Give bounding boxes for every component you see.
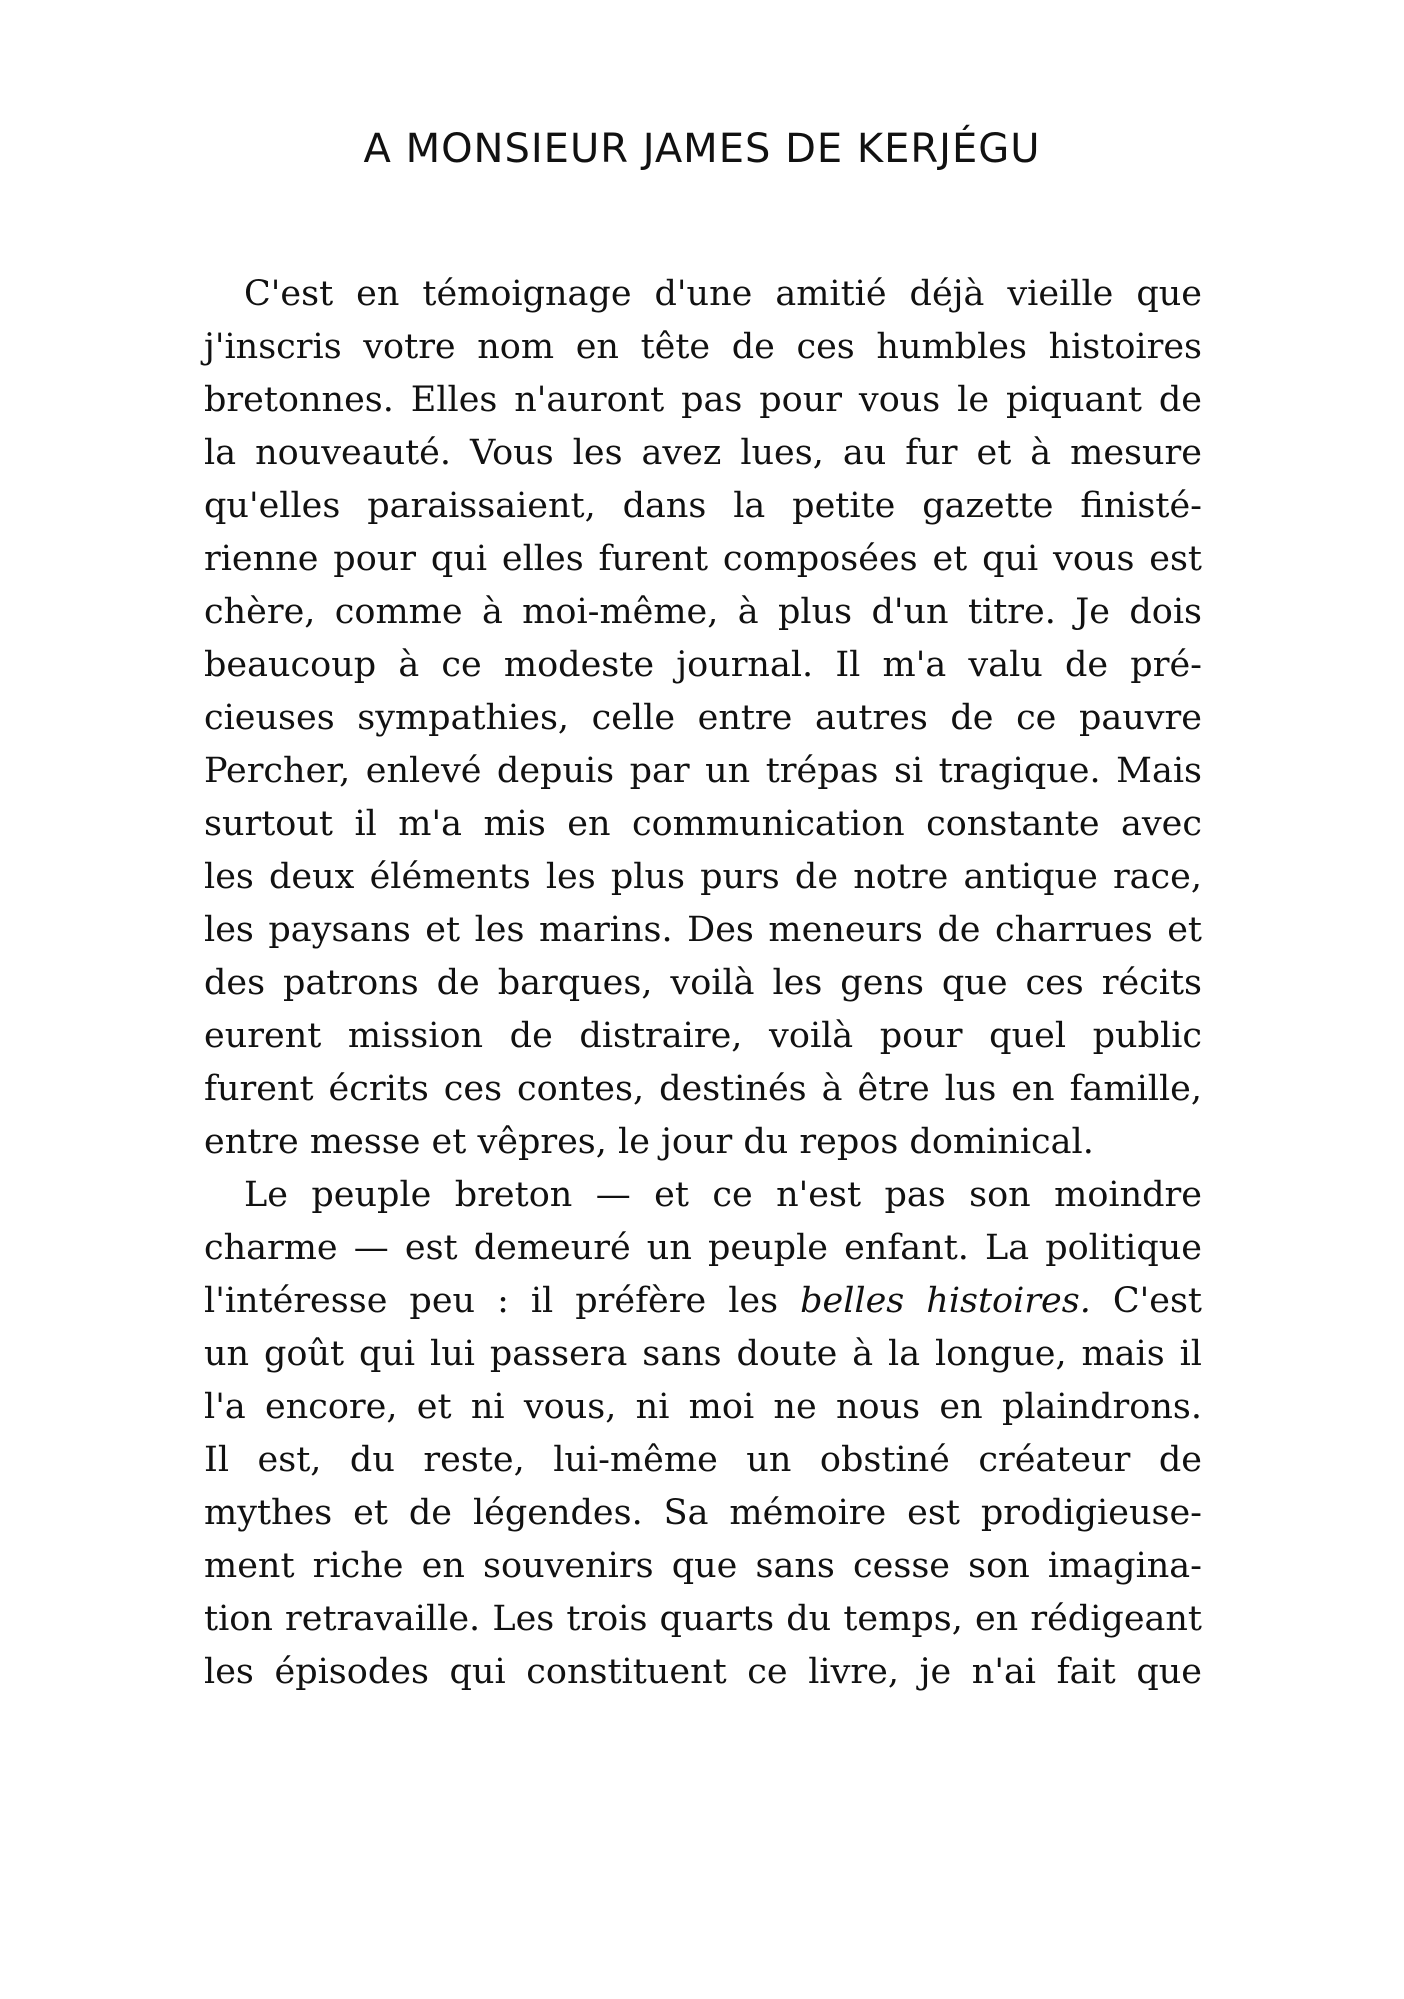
text-line: entre messe et vêpres, le jour du repos dominical. (204, 1122, 1094, 1162)
text-line: Percher, enlevé depuis par un trépas si tragique. Mais (204, 751, 1202, 791)
dedication-title: A MONSIEUR JAMES DE KERJÉGU (363, 126, 1041, 172)
text-line: j'inscris votre nom en tête de ces humbles histoires (204, 327, 1202, 367)
paragraph-2 (204, 1169, 1202, 1699)
text-line: eurent mission de distraire, voilà pour quel public (204, 1016, 1202, 1056)
paragraph-1 (204, 268, 1202, 1169)
text-line: ment riche en souvenirs que sans cesse son imagina- (204, 1546, 1202, 1586)
text-line: tion retravaille. Les trois quarts du temps, en rédigeant (204, 1599, 1202, 1639)
text-line: l'a encore, et ni vous, ni moi ne nous en plaindrons. (204, 1387, 1202, 1427)
text-line: bretonnes. Elles n'auront pas pour vous le piquant de (204, 380, 1202, 420)
text-line: furent écrits ces contes, destinés à être lus en famille, (204, 1069, 1202, 1109)
text-line: chère, comme à moi-même, à plus d'un titre. Je dois (204, 592, 1202, 632)
text-line: rienne pour qui elles furent composées et qui vous est (204, 539, 1202, 579)
text-line: des patrons de barques, voilà les gens que ces récits (204, 963, 1202, 1003)
text-line: surtout il m'a mis en communication constante avec (204, 804, 1202, 844)
text-line: qu'elles paraissaient, dans la petite gazette finisté- (204, 486, 1202, 526)
text-line: beaucoup à ce modeste journal. Il m'a valu de pré- (204, 645, 1202, 685)
text-line: Il est, du reste, lui-même un obstiné créateur de (204, 1440, 1202, 1480)
text-line: mythes et de légendes. Sa mémoire est prodigieuse- (204, 1493, 1202, 1533)
text-line: les épisodes qui constituent ce livre, je n'ai fait que (204, 1652, 1202, 1692)
italic-title: belles histoires. (800, 1281, 1091, 1321)
text-line: un goût qui lui passera sans doute à la longue, mais il (204, 1334, 1202, 1374)
text-line: les deux éléments les plus purs de notre antique race, (204, 857, 1202, 897)
dedication-text (204, 268, 1202, 1699)
text-line-with-italic (204, 1275, 1202, 1328)
text-line: C'est en témoignage d'une amitié déjà vieille que (244, 274, 1202, 314)
text-line: charme — est demeuré un peuple enfant. La politique (204, 1228, 1202, 1268)
text-run: l'intéresse peu : il préfère les (204, 1281, 801, 1321)
text-line: Le peuple breton — et ce n'est pas son moindre (244, 1175, 1202, 1215)
text-run: C'est (1090, 1281, 1202, 1321)
text-line: les paysans et les marins. Des meneurs de charrues et (204, 910, 1202, 950)
text-line: la nouveauté. Vous les avez lues, au fur et à mesure (204, 433, 1202, 473)
text-line: cieuses sympathies, celle entre autres de ce pauvre (204, 698, 1202, 738)
